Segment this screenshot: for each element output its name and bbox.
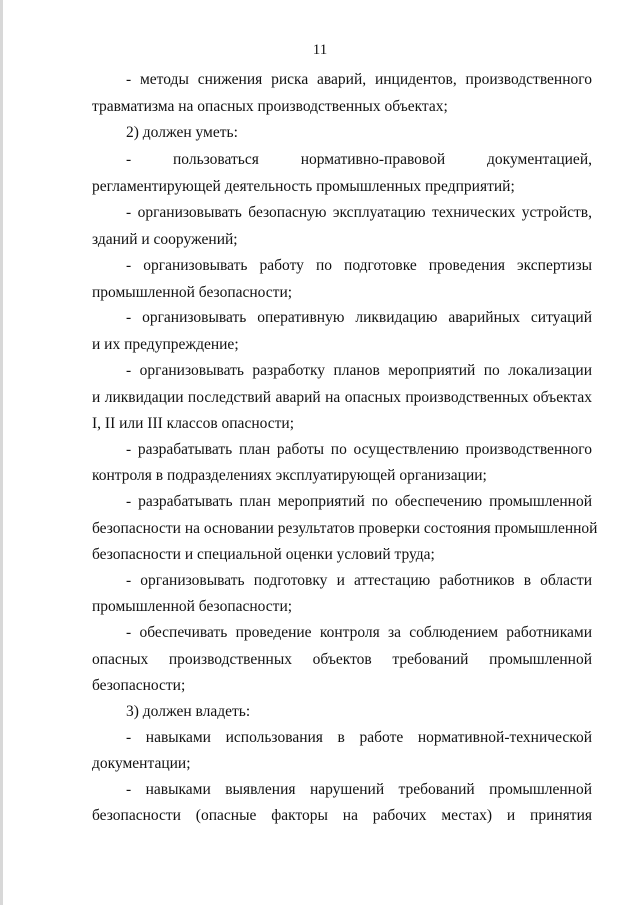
text-line: контроля в подразделениях эксплуатирующей организации; xyxy=(92,467,487,484)
text-line: промышленной безопасности; xyxy=(92,284,293,301)
text-line: безопасности (опасные факторы на рабочих местах) и принятия xyxy=(92,807,592,824)
scan-edge xyxy=(0,0,3,905)
text-line: зданий и сооружений; xyxy=(92,231,238,248)
text-line: безопасности и специальной оценки условий труда; xyxy=(92,546,435,563)
text-line: и их предупреждение; xyxy=(92,336,239,353)
text-line: - навыками выявления нарушений требований промышленной xyxy=(126,781,592,798)
text-line: опасных производственных объектов требований промышленной xyxy=(92,651,592,668)
text-line: безопасности; xyxy=(92,677,186,694)
text-line: I, II или III классов опасности; xyxy=(92,415,295,432)
section-heading: 2) должен уметь: xyxy=(126,124,238,141)
text-line: - организовывать разработку планов мероприятий по локализации xyxy=(126,362,592,379)
text-line: документации; xyxy=(92,755,191,772)
text-line: травматизма на опасных производственных объектах; xyxy=(92,98,448,115)
text-line: - организовывать безопасную эксплуатацию технических устройств, xyxy=(126,204,592,221)
text-line: безопасности на основании результатов проверки состояния промышленной xyxy=(92,520,598,537)
text-line: - организовывать работу по подготовке проведения экспертизы xyxy=(126,257,592,274)
text-line: - обеспечивать проведение контроля за соблюдением работниками xyxy=(126,624,592,641)
text-line: - разрабатывать план работы по осуществлению производственного xyxy=(126,441,592,458)
text-line: регламентирующей деятельность промышленных предприятий; xyxy=(92,178,515,195)
page-number: 11 xyxy=(312,42,328,58)
text-line: - навыками использования в работе нормативной-технической xyxy=(126,729,592,746)
text-line: - методы снижения риска аварий, инцидентов, производственного xyxy=(126,71,592,88)
text-line: - пользоваться нормативно-правовой документацией, xyxy=(126,151,592,168)
section-heading: 3) должен владеть: xyxy=(126,703,251,720)
text-line: - организовывать оперативную ликвидацию аварийных ситуаций xyxy=(126,309,592,326)
text-line: и ликвидации последствий аварий на опасных производственных объектах xyxy=(92,389,592,406)
text-line: - организовывать подготовку и аттестацию работников в области xyxy=(126,572,592,589)
text-line: - разрабатывать план мероприятий по обеспечению промышленной xyxy=(126,493,592,510)
text-line: промышленной безопасности; xyxy=(92,598,293,615)
